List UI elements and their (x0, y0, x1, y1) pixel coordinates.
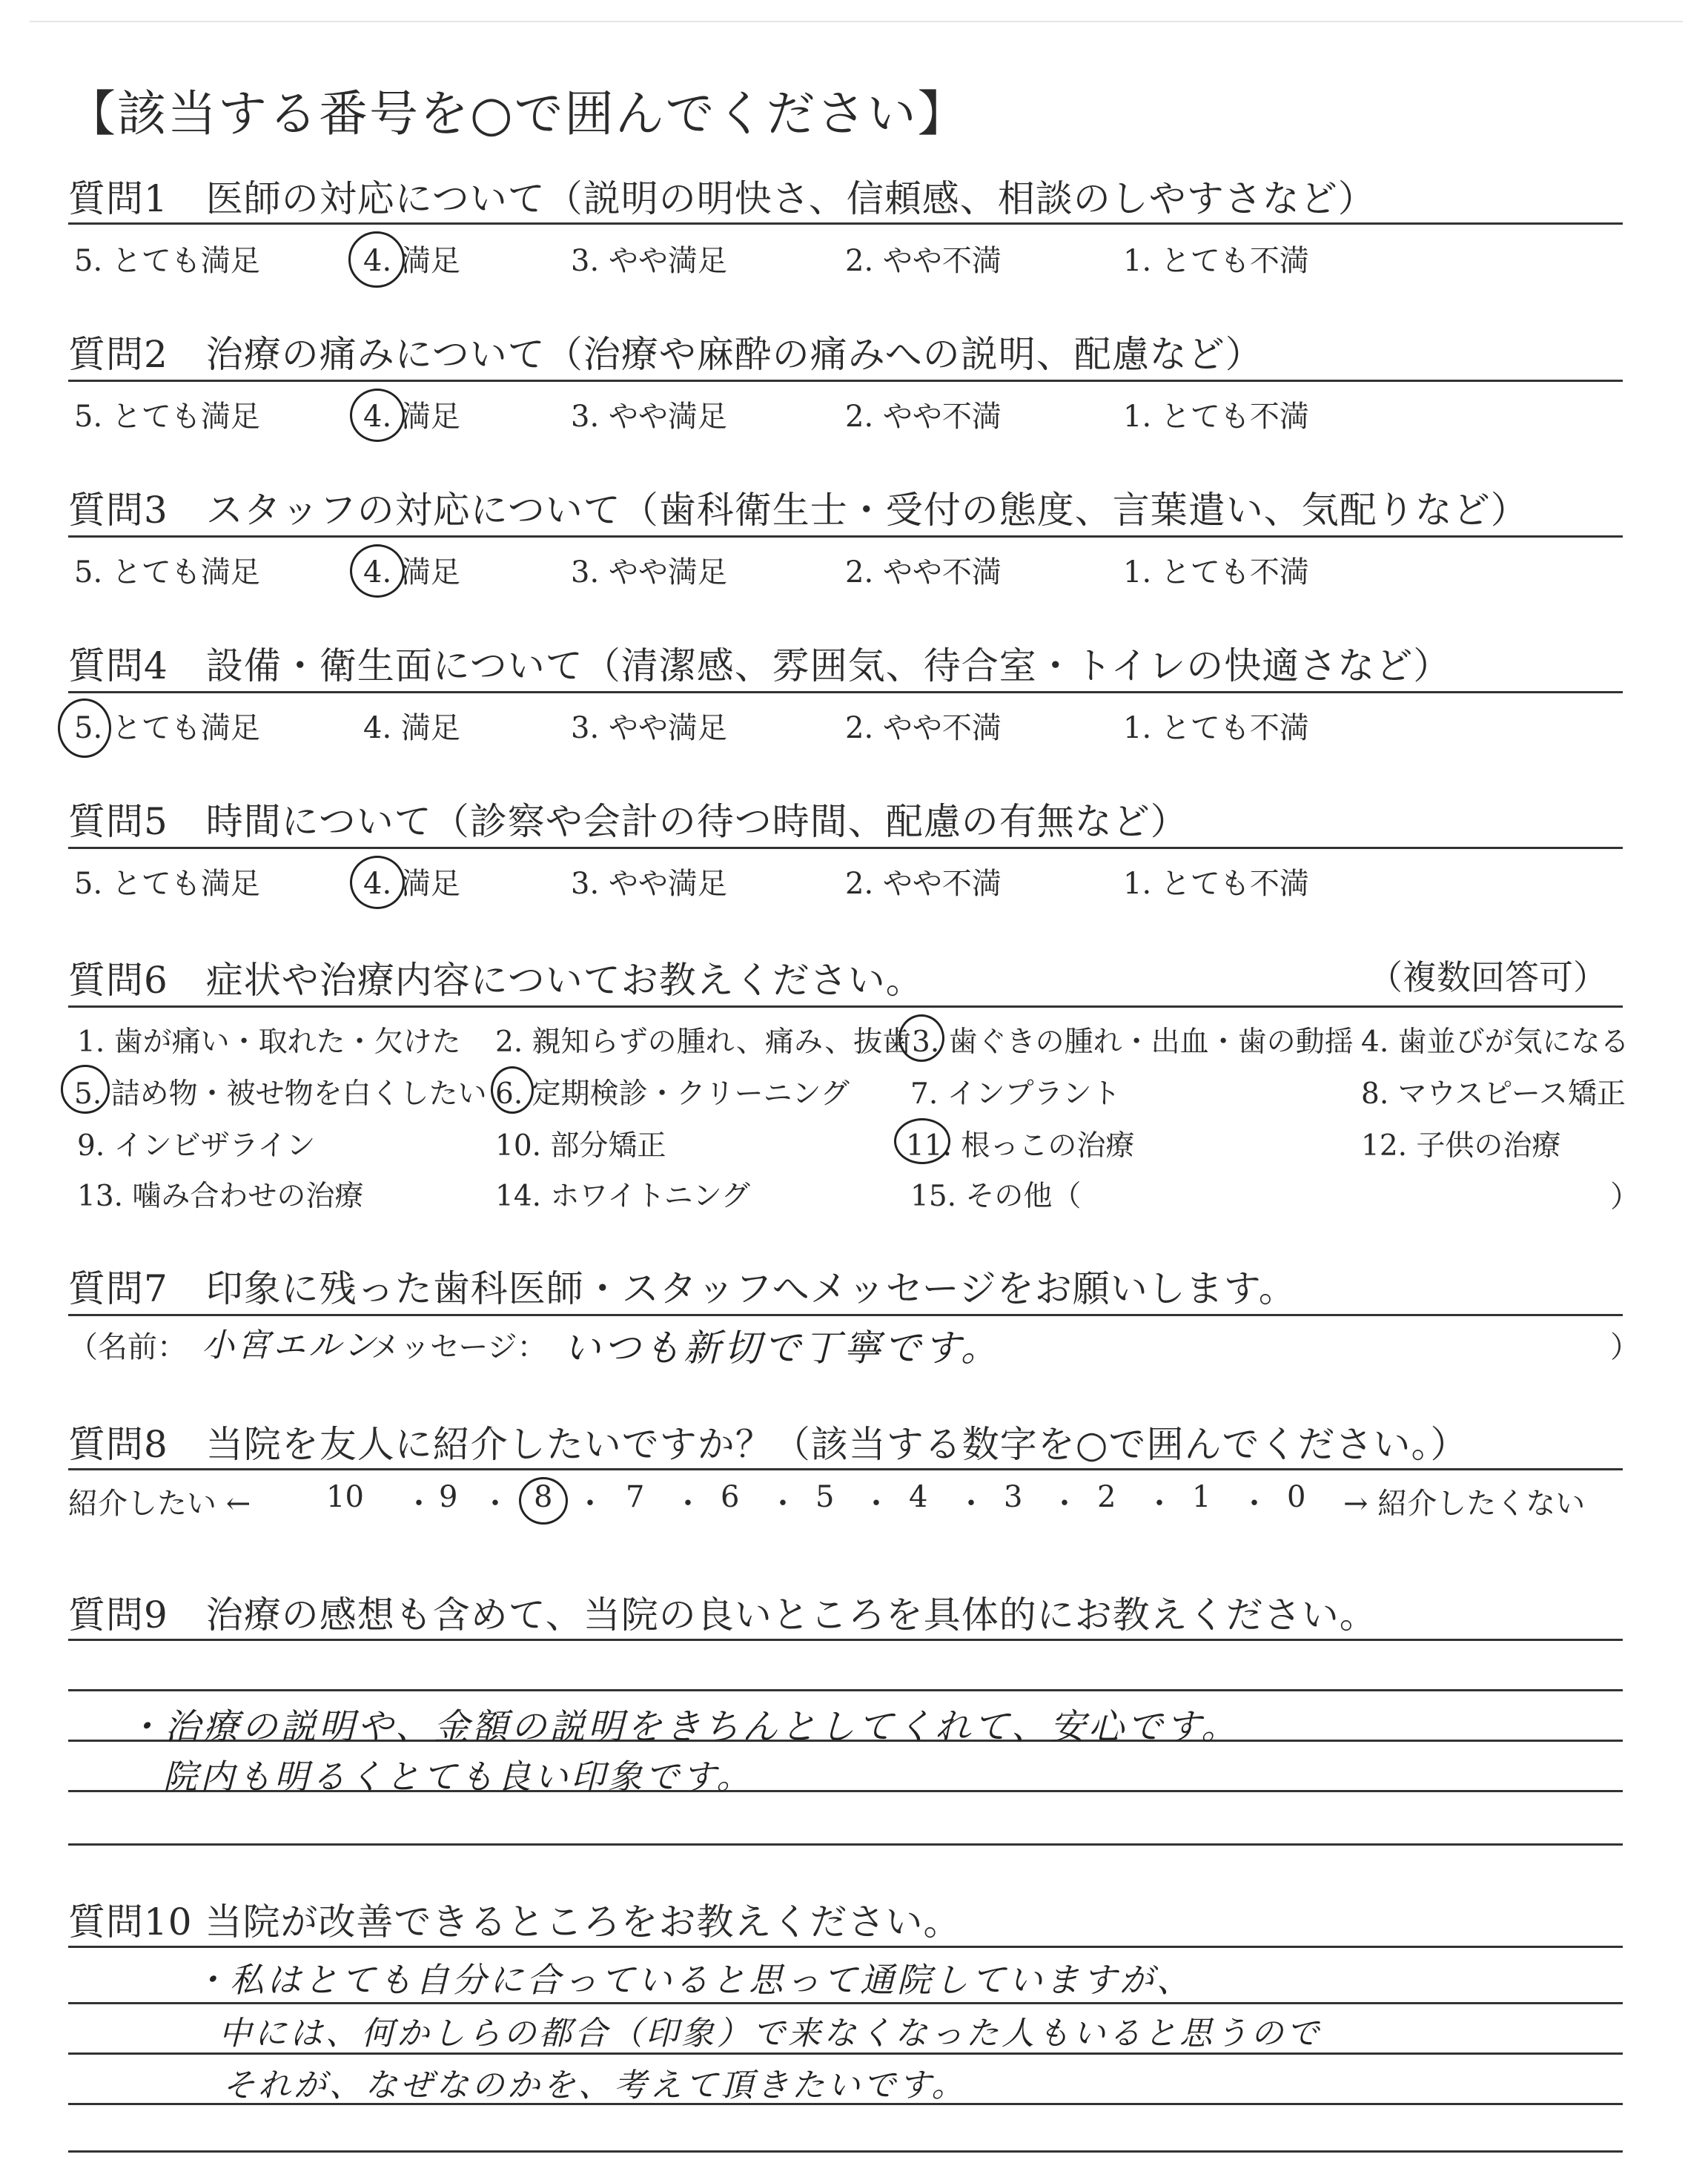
question-4-title: 質問4 設備・衛生面について（清潔感、雰囲気、待合室・トイレの快適さなど） (68, 644, 1452, 687)
question-6-title: 質問6 症状や治療内容についてお教えください。 (68, 959, 924, 1002)
q4-option-1[interactable]: 1. とても不満 (1123, 711, 1309, 745)
q2-option-4[interactable]: 4. 満足 (363, 400, 460, 434)
q8-scale-2[interactable]: 2 (1097, 1480, 1116, 1514)
q6-item-6[interactable]: 6. 定期検診・クリーニング (495, 1077, 850, 1111)
question-10-title: 質問10 当院が改善できるところをお教えください。 (68, 1900, 961, 1943)
q4-option-3[interactable]: 3. やや満足 (571, 711, 727, 745)
q7-message-label: メッセージ： (371, 1330, 547, 1364)
q9-line-1 (68, 1639, 1623, 1641)
q3-option-2[interactable]: 2. やや不満 (845, 555, 1002, 589)
q6-item-5[interactable]: 5. 詰め物・被せ物を白くしたい (74, 1077, 487, 1111)
q2-option-2[interactable]: 2. やや不満 (845, 400, 1002, 434)
q2-option-3[interactable]: 3. やや満足 (571, 400, 727, 434)
q3-option-1[interactable]: 1. とても不満 (1123, 555, 1309, 589)
q9-line-5 (68, 1843, 1623, 1846)
q2-selection-circle (350, 389, 405, 442)
q4-selection-circle (58, 698, 111, 758)
question-5-title: 質問5 時間について（診察や会計の待つ時間、配慮の有無など） (68, 800, 1188, 843)
question-8-rule (68, 1468, 1623, 1470)
q6-item-15[interactable]: 15. その他（ (910, 1180, 1082, 1213)
q7-name-handwritten[interactable]: 小宮エルン (202, 1327, 379, 1364)
q6-other-close-paren: ） (1610, 1180, 1640, 1214)
q8-separator: ・ (768, 1487, 798, 1521)
question-1-title: 質問1 医師の対応について（説明の明快さ、信頼感、相談のしやすさなど） (68, 177, 1376, 220)
q3-option-4[interactable]: 4. 満足 (363, 555, 460, 589)
question-7-rule (68, 1314, 1623, 1316)
q8-left-label: 紹介したい ← (68, 1487, 251, 1521)
q8-scale-1[interactable]: 1 (1192, 1480, 1211, 1514)
q5-option-4[interactable]: 4. 満足 (363, 867, 460, 901)
q6-item-9[interactable]: 9. インビザライン (77, 1129, 316, 1163)
q10-line-2 (68, 2002, 1623, 2004)
q1-selection-circle (348, 231, 405, 288)
q4-option-4[interactable]: 4. 満足 (363, 711, 460, 745)
q5-option-5[interactable]: 5. とても満足 (74, 867, 260, 901)
q4-option-2[interactable]: 2. やや不満 (845, 711, 1002, 745)
q7-close-paren: ） (1610, 1330, 1640, 1364)
q6-item-12[interactable]: 12. 子供の治療 (1361, 1129, 1561, 1163)
q3-option-5[interactable]: 5. とても満足 (74, 555, 260, 589)
question-9-title: 質問9 治療の感想も含めて、当院の良いところを具体的にお教えください。 (68, 1593, 1377, 1636)
q10-answer-line-2[interactable]: 中には、何かしらの都合（印象）で来なくなった人もいると思うので (219, 2015, 1322, 2052)
q6-item-11-circle (894, 1118, 950, 1164)
q5-option-1[interactable]: 1. とても不満 (1123, 867, 1309, 901)
q8-separator: ・ (575, 1487, 605, 1521)
question-8-title: 質問8 当院を友人に紹介したいですか？（該当する数字を○で囲んでください。） (68, 1423, 1469, 1466)
q8-scale-9[interactable]: 9 (439, 1480, 458, 1514)
q8-scale-4[interactable]: 4 (909, 1480, 928, 1514)
q6-item-10[interactable]: 10. 部分矯正 (495, 1129, 666, 1163)
q8-separator: ・ (404, 1487, 434, 1521)
q2-option-1[interactable]: 1. とても不満 (1123, 400, 1309, 434)
q8-scale-5[interactable]: 5 (815, 1480, 835, 1514)
q8-scale-10[interactable]: 10 (326, 1480, 364, 1514)
q2-option-5[interactable]: 5. とても満足 (74, 400, 260, 434)
q10-answer-line-3[interactable]: それが、なぜなのかを、考えて頂きたいです。 (222, 2067, 967, 2104)
question-5-rule (68, 847, 1623, 849)
top-edge (30, 21, 1683, 22)
q6-item-3[interactable]: 3. 歯ぐきの腫れ・出血・歯の動揺 (912, 1025, 1354, 1059)
q7-message-handwritten[interactable]: いつも新切で丁寧です。 (563, 1327, 1001, 1370)
q6-item-6-circle (491, 1066, 534, 1114)
question-2-title: 質問2 治療の痛みについて（治療や麻酔の痛みへの説明、配慮など） (68, 333, 1263, 376)
q8-selection-circle (519, 1477, 568, 1525)
question-3-title: 質問3 スタッフの対応について（歯科衛生士・受付の態度、言葉遣い、気配りなど） (68, 489, 1529, 532)
q4-option-5[interactable]: 5. とても満足 (74, 711, 260, 745)
q6-item-1[interactable]: 1. 歯が痛い・取れた・欠けた (77, 1025, 461, 1059)
q1-option-3[interactable]: 3. やや満足 (571, 244, 727, 278)
q6-item-13[interactable]: 13. 噛み合わせの治療 (77, 1180, 364, 1213)
q5-option-2[interactable]: 2. やや不満 (845, 867, 1002, 901)
q3-selection-circle (350, 544, 405, 598)
q6-item-5-circle (61, 1065, 110, 1114)
q8-right-label: → 紹介したくない (1343, 1487, 1586, 1521)
q10-answer-line-1[interactable]: ・私はとても自分に合っていると思って通院していますが、 (193, 1960, 1194, 2000)
q8-scale-8[interactable]: 8 (534, 1480, 553, 1514)
q5-selection-circle (350, 856, 405, 909)
q1-option-1[interactable]: 1. とても不満 (1123, 244, 1309, 278)
page-header: 【該当する番号を○で囲んでください】 (67, 85, 968, 142)
q8-scale-0[interactable]: 0 (1287, 1480, 1306, 1514)
q9-answer-line-2[interactable]: 院内も明るくとても良い印象です。 (163, 1757, 754, 1797)
multiple-answers-note: （複数回答可） (1368, 957, 1607, 997)
q8-scale-6[interactable]: 6 (721, 1480, 740, 1514)
question-2-rule (68, 380, 1623, 382)
q10-line-5 (68, 2150, 1623, 2153)
q8-scale-7[interactable]: 7 (626, 1480, 645, 1514)
q6-item-2[interactable]: 2. 親知らずの腫れ、痛み、抜歯 (495, 1025, 912, 1059)
q8-scale-3[interactable]: 3 (1004, 1480, 1023, 1514)
q9-line-2 (68, 1689, 1623, 1691)
q7-name-label: （名前： (68, 1330, 187, 1364)
q1-option-2[interactable]: 2. やや不満 (845, 244, 1002, 278)
q5-option-3[interactable]: 3. やや満足 (571, 867, 727, 901)
question-1-rule (68, 222, 1623, 225)
q6-item-4[interactable]: 4. 歯並びが気になる (1361, 1025, 1629, 1059)
q9-answer-line-1[interactable]: ・治療の説明や、金額の説明をきちんとしてくれて、安心です。 (126, 1706, 1240, 1748)
q1-option-5[interactable]: 5. とても満足 (74, 244, 260, 278)
q6-item-8[interactable]: 8. マウスピース矯正 (1361, 1077, 1626, 1111)
question-6-rule (68, 1005, 1623, 1008)
q8-separator: ・ (861, 1487, 891, 1521)
q6-item-7[interactable]: 7. インプラント (910, 1077, 1121, 1111)
q6-item-11[interactable]: 11. 根っこの治療 (906, 1129, 1135, 1163)
question-3-rule (68, 535, 1623, 538)
question-4-rule (68, 691, 1623, 693)
q1-option-4[interactable]: 4. 満足 (363, 244, 460, 278)
q8-separator: ・ (480, 1487, 510, 1521)
q8-separator: ・ (1145, 1487, 1174, 1521)
q8-separator: ・ (1050, 1487, 1079, 1521)
q8-separator: ・ (956, 1487, 986, 1521)
q8-separator: ・ (1239, 1487, 1269, 1521)
question-7-title: 質問7 印象に残った歯科医師・スタッフへメッセージをお願いします。 (68, 1267, 1297, 1310)
q6-item-3-circle (898, 1014, 944, 1062)
q8-separator: ・ (673, 1487, 703, 1521)
q10-line-1 (68, 1946, 1623, 1948)
q3-option-3[interactable]: 3. やや満足 (571, 555, 727, 589)
q6-item-14[interactable]: 14. ホワイトニング (495, 1180, 750, 1213)
